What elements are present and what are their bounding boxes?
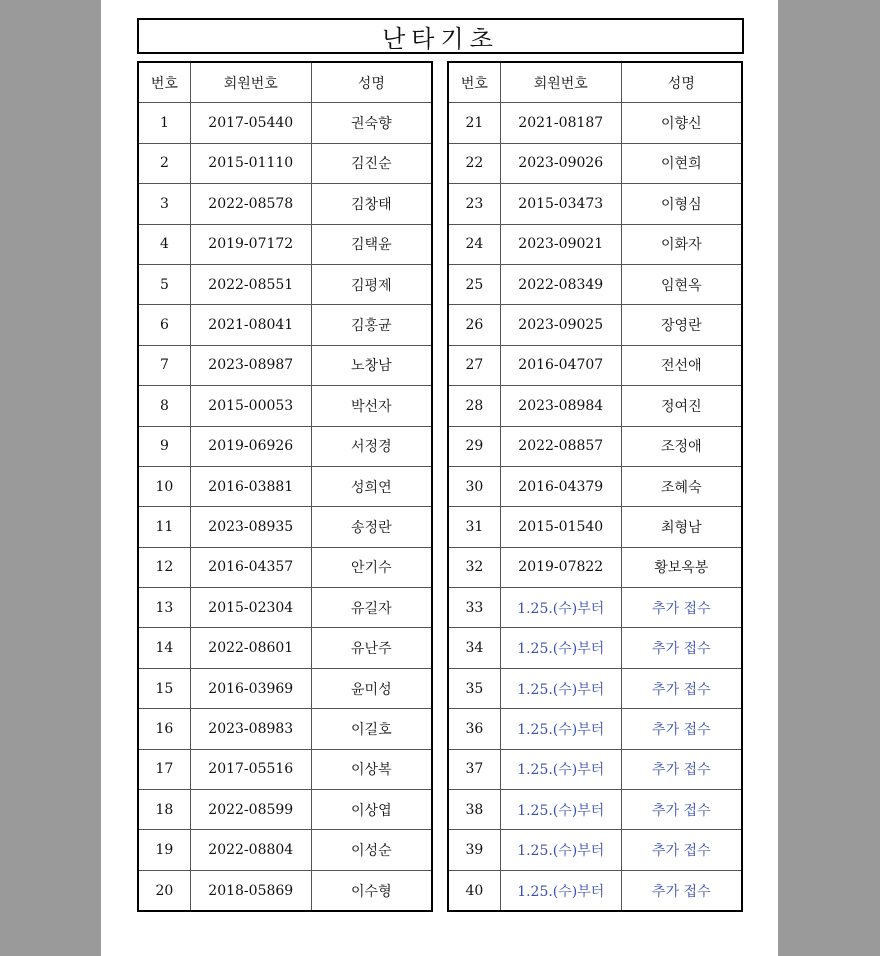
cell-member-id: 2023-09025 [500, 305, 621, 345]
cell-number: 16 [138, 709, 190, 749]
table-row [138, 264, 432, 304]
cell-number: 22 [448, 143, 500, 183]
cell-name: 이상복 [311, 749, 432, 789]
cell-member-id: 2023-08987 [190, 345, 311, 385]
cell-name: 황보옥봉 [621, 547, 742, 587]
cell-name: 유난주 [311, 628, 432, 668]
cell-member-id: 2019-07822 [500, 547, 621, 587]
roster-table-right [447, 61, 743, 912]
cell-member-id: 2022-08601 [190, 628, 311, 668]
table-row [138, 507, 432, 547]
cell-member-id: 2023-08983 [190, 709, 311, 749]
cell-number: 14 [138, 628, 190, 668]
table-row [138, 709, 432, 749]
cell-member-id: 1.25.(수)부터 [500, 870, 621, 911]
cell-number: 34 [448, 628, 500, 668]
cell-name: 추가 접수 [621, 668, 742, 708]
table-row [138, 830, 432, 870]
cell-name: 이형심 [621, 184, 742, 224]
table-row [138, 426, 432, 466]
cell-number: 33 [448, 588, 500, 628]
cell-name: 조정애 [621, 426, 742, 466]
cell-member-id: 2022-08349 [500, 264, 621, 304]
table-row [448, 224, 742, 264]
cell-member-id: 2018-05869 [190, 870, 311, 911]
cell-name: 임현옥 [621, 264, 742, 304]
table-row [448, 184, 742, 224]
cell-number: 1 [138, 103, 190, 143]
cell-name: 윤미성 [311, 668, 432, 708]
cell-name: 김창태 [311, 184, 432, 224]
table-row [448, 830, 742, 870]
cell-name: 권숙향 [311, 103, 432, 143]
cell-member-id: 2019-06926 [190, 426, 311, 466]
cell-number: 5 [138, 264, 190, 304]
cell-name: 안기수 [311, 547, 432, 587]
cell-member-id: 2023-08935 [190, 507, 311, 547]
cell-member-id: 2016-04357 [190, 547, 311, 587]
cell-number: 39 [448, 830, 500, 870]
cell-member-id: 2015-01540 [500, 507, 621, 547]
table-row [138, 628, 432, 668]
cell-name: 조혜숙 [621, 466, 742, 506]
table-row [448, 628, 742, 668]
cell-number: 13 [138, 588, 190, 628]
cell-name: 성희연 [311, 466, 432, 506]
cell-name: 김홍균 [311, 305, 432, 345]
cell-name: 추가 접수 [621, 709, 742, 749]
cell-member-id: 1.25.(수)부터 [500, 588, 621, 628]
table-row [448, 790, 742, 830]
cell-number: 36 [448, 709, 500, 749]
table-row [138, 466, 432, 506]
table-row [448, 305, 742, 345]
table-row [448, 143, 742, 183]
cell-name: 이길호 [311, 709, 432, 749]
cell-number: 17 [138, 749, 190, 789]
cell-number: 32 [448, 547, 500, 587]
table-row [448, 749, 742, 789]
table-row [448, 103, 742, 143]
roster-table-left [137, 61, 433, 912]
cell-name: 서정경 [311, 426, 432, 466]
cell-name: 김평제 [311, 264, 432, 304]
cell-name: 유길자 [311, 588, 432, 628]
cell-name: 정여진 [621, 386, 742, 426]
cell-name: 송정란 [311, 507, 432, 547]
cell-number: 31 [448, 507, 500, 547]
cell-name: 이상엽 [311, 790, 432, 830]
table-row [448, 345, 742, 385]
table-row [138, 305, 432, 345]
table-row [138, 547, 432, 587]
cell-member-id: 1.25.(수)부터 [500, 628, 621, 668]
cell-name: 이수형 [311, 870, 432, 911]
cell-name: 박선자 [311, 386, 432, 426]
cell-member-id: 2023-09021 [500, 224, 621, 264]
cell-number: 12 [138, 547, 190, 587]
cell-name: 추가 접수 [621, 830, 742, 870]
table-row [138, 386, 432, 426]
table-row [138, 345, 432, 385]
cell-member-id: 2022-08578 [190, 184, 311, 224]
cell-name: 노창남 [311, 345, 432, 385]
cell-member-id: 2015-03473 [500, 184, 621, 224]
cell-member-id: 2023-09026 [500, 143, 621, 183]
cell-number: 35 [448, 668, 500, 708]
cell-number: 23 [448, 184, 500, 224]
cell-member-id: 2015-02304 [190, 588, 311, 628]
cell-number: 29 [448, 426, 500, 466]
table-header-row [138, 62, 432, 103]
cell-name: 추가 접수 [621, 870, 742, 911]
cell-number: 26 [448, 305, 500, 345]
cell-number: 37 [448, 749, 500, 789]
cell-member-id: 2022-08804 [190, 830, 311, 870]
cell-name: 추가 접수 [621, 749, 742, 789]
cell-name: 장영란 [621, 305, 742, 345]
cell-number: 28 [448, 386, 500, 426]
cell-name: 추가 접수 [621, 790, 742, 830]
table-row [138, 870, 432, 911]
table-row [448, 386, 742, 426]
cell-name: 전선애 [621, 345, 742, 385]
cell-member-id: 2016-04707 [500, 345, 621, 385]
cell-number: 2 [138, 143, 190, 183]
table-row [448, 547, 742, 587]
header-member-id: 회원번호 [500, 62, 621, 103]
page-title: 난타기초 [137, 18, 744, 54]
cell-number: 8 [138, 386, 190, 426]
cell-number: 10 [138, 466, 190, 506]
table-row [138, 224, 432, 264]
table-row [448, 507, 742, 547]
cell-number: 15 [138, 668, 190, 708]
cell-member-id: 2015-01110 [190, 143, 311, 183]
cell-member-id: 2022-08551 [190, 264, 311, 304]
table-row [448, 264, 742, 304]
cell-member-id: 2016-04379 [500, 466, 621, 506]
cell-member-id: 2017-05516 [190, 749, 311, 789]
header-name: 성명 [621, 62, 742, 103]
cell-member-id: 2017-05440 [190, 103, 311, 143]
cell-name: 김택윤 [311, 224, 432, 264]
table-row [138, 790, 432, 830]
table-header-row [448, 62, 742, 103]
cell-number: 30 [448, 466, 500, 506]
cell-number: 27 [448, 345, 500, 385]
table-row [448, 668, 742, 708]
cell-number: 20 [138, 870, 190, 911]
cell-number: 3 [138, 184, 190, 224]
cell-member-id: 2019-07172 [190, 224, 311, 264]
cell-number: 6 [138, 305, 190, 345]
cell-member-id: 1.25.(수)부터 [500, 830, 621, 870]
cell-member-id: 2022-08599 [190, 790, 311, 830]
cell-number: 4 [138, 224, 190, 264]
cell-number: 19 [138, 830, 190, 870]
cell-name: 최형남 [621, 507, 742, 547]
header-member-id: 회원번호 [190, 62, 311, 103]
table-row [138, 588, 432, 628]
cell-name: 추가 접수 [621, 628, 742, 668]
table-row [138, 749, 432, 789]
cell-number: 11 [138, 507, 190, 547]
cell-number: 24 [448, 224, 500, 264]
cell-member-id: 2022-08857 [500, 426, 621, 466]
table-row [448, 466, 742, 506]
cell-member-id: 2021-08041 [190, 305, 311, 345]
header-number: 번호 [138, 62, 190, 103]
table-row [448, 588, 742, 628]
cell-number: 38 [448, 790, 500, 830]
cell-number: 9 [138, 426, 190, 466]
cell-member-id: 2021-08187 [500, 103, 621, 143]
cell-name: 이현희 [621, 143, 742, 183]
cell-member-id: 1.25.(수)부터 [500, 668, 621, 708]
table-row [138, 184, 432, 224]
cell-name: 김진순 [311, 143, 432, 183]
cell-number: 7 [138, 345, 190, 385]
header-number: 번호 [448, 62, 500, 103]
cell-number: 21 [448, 103, 500, 143]
cell-member-id: 2015-00053 [190, 386, 311, 426]
cell-number: 40 [448, 870, 500, 911]
table-row [448, 426, 742, 466]
cell-number: 25 [448, 264, 500, 304]
cell-member-id: 1.25.(수)부터 [500, 709, 621, 749]
cell-member-id: 2016-03881 [190, 466, 311, 506]
table-row [448, 709, 742, 749]
table-row [448, 870, 742, 911]
cell-member-id: 1.25.(수)부터 [500, 749, 621, 789]
cell-number: 18 [138, 790, 190, 830]
cell-name: 이화자 [621, 224, 742, 264]
header-name: 성명 [311, 62, 432, 103]
table-row [138, 143, 432, 183]
table-row [138, 103, 432, 143]
table-row [138, 668, 432, 708]
cell-name: 추가 접수 [621, 588, 742, 628]
cell-member-id: 2016-03969 [190, 668, 311, 708]
cell-name: 이향신 [621, 103, 742, 143]
cell-member-id: 2023-08984 [500, 386, 621, 426]
cell-name: 이성순 [311, 830, 432, 870]
cell-member-id: 1.25.(수)부터 [500, 790, 621, 830]
